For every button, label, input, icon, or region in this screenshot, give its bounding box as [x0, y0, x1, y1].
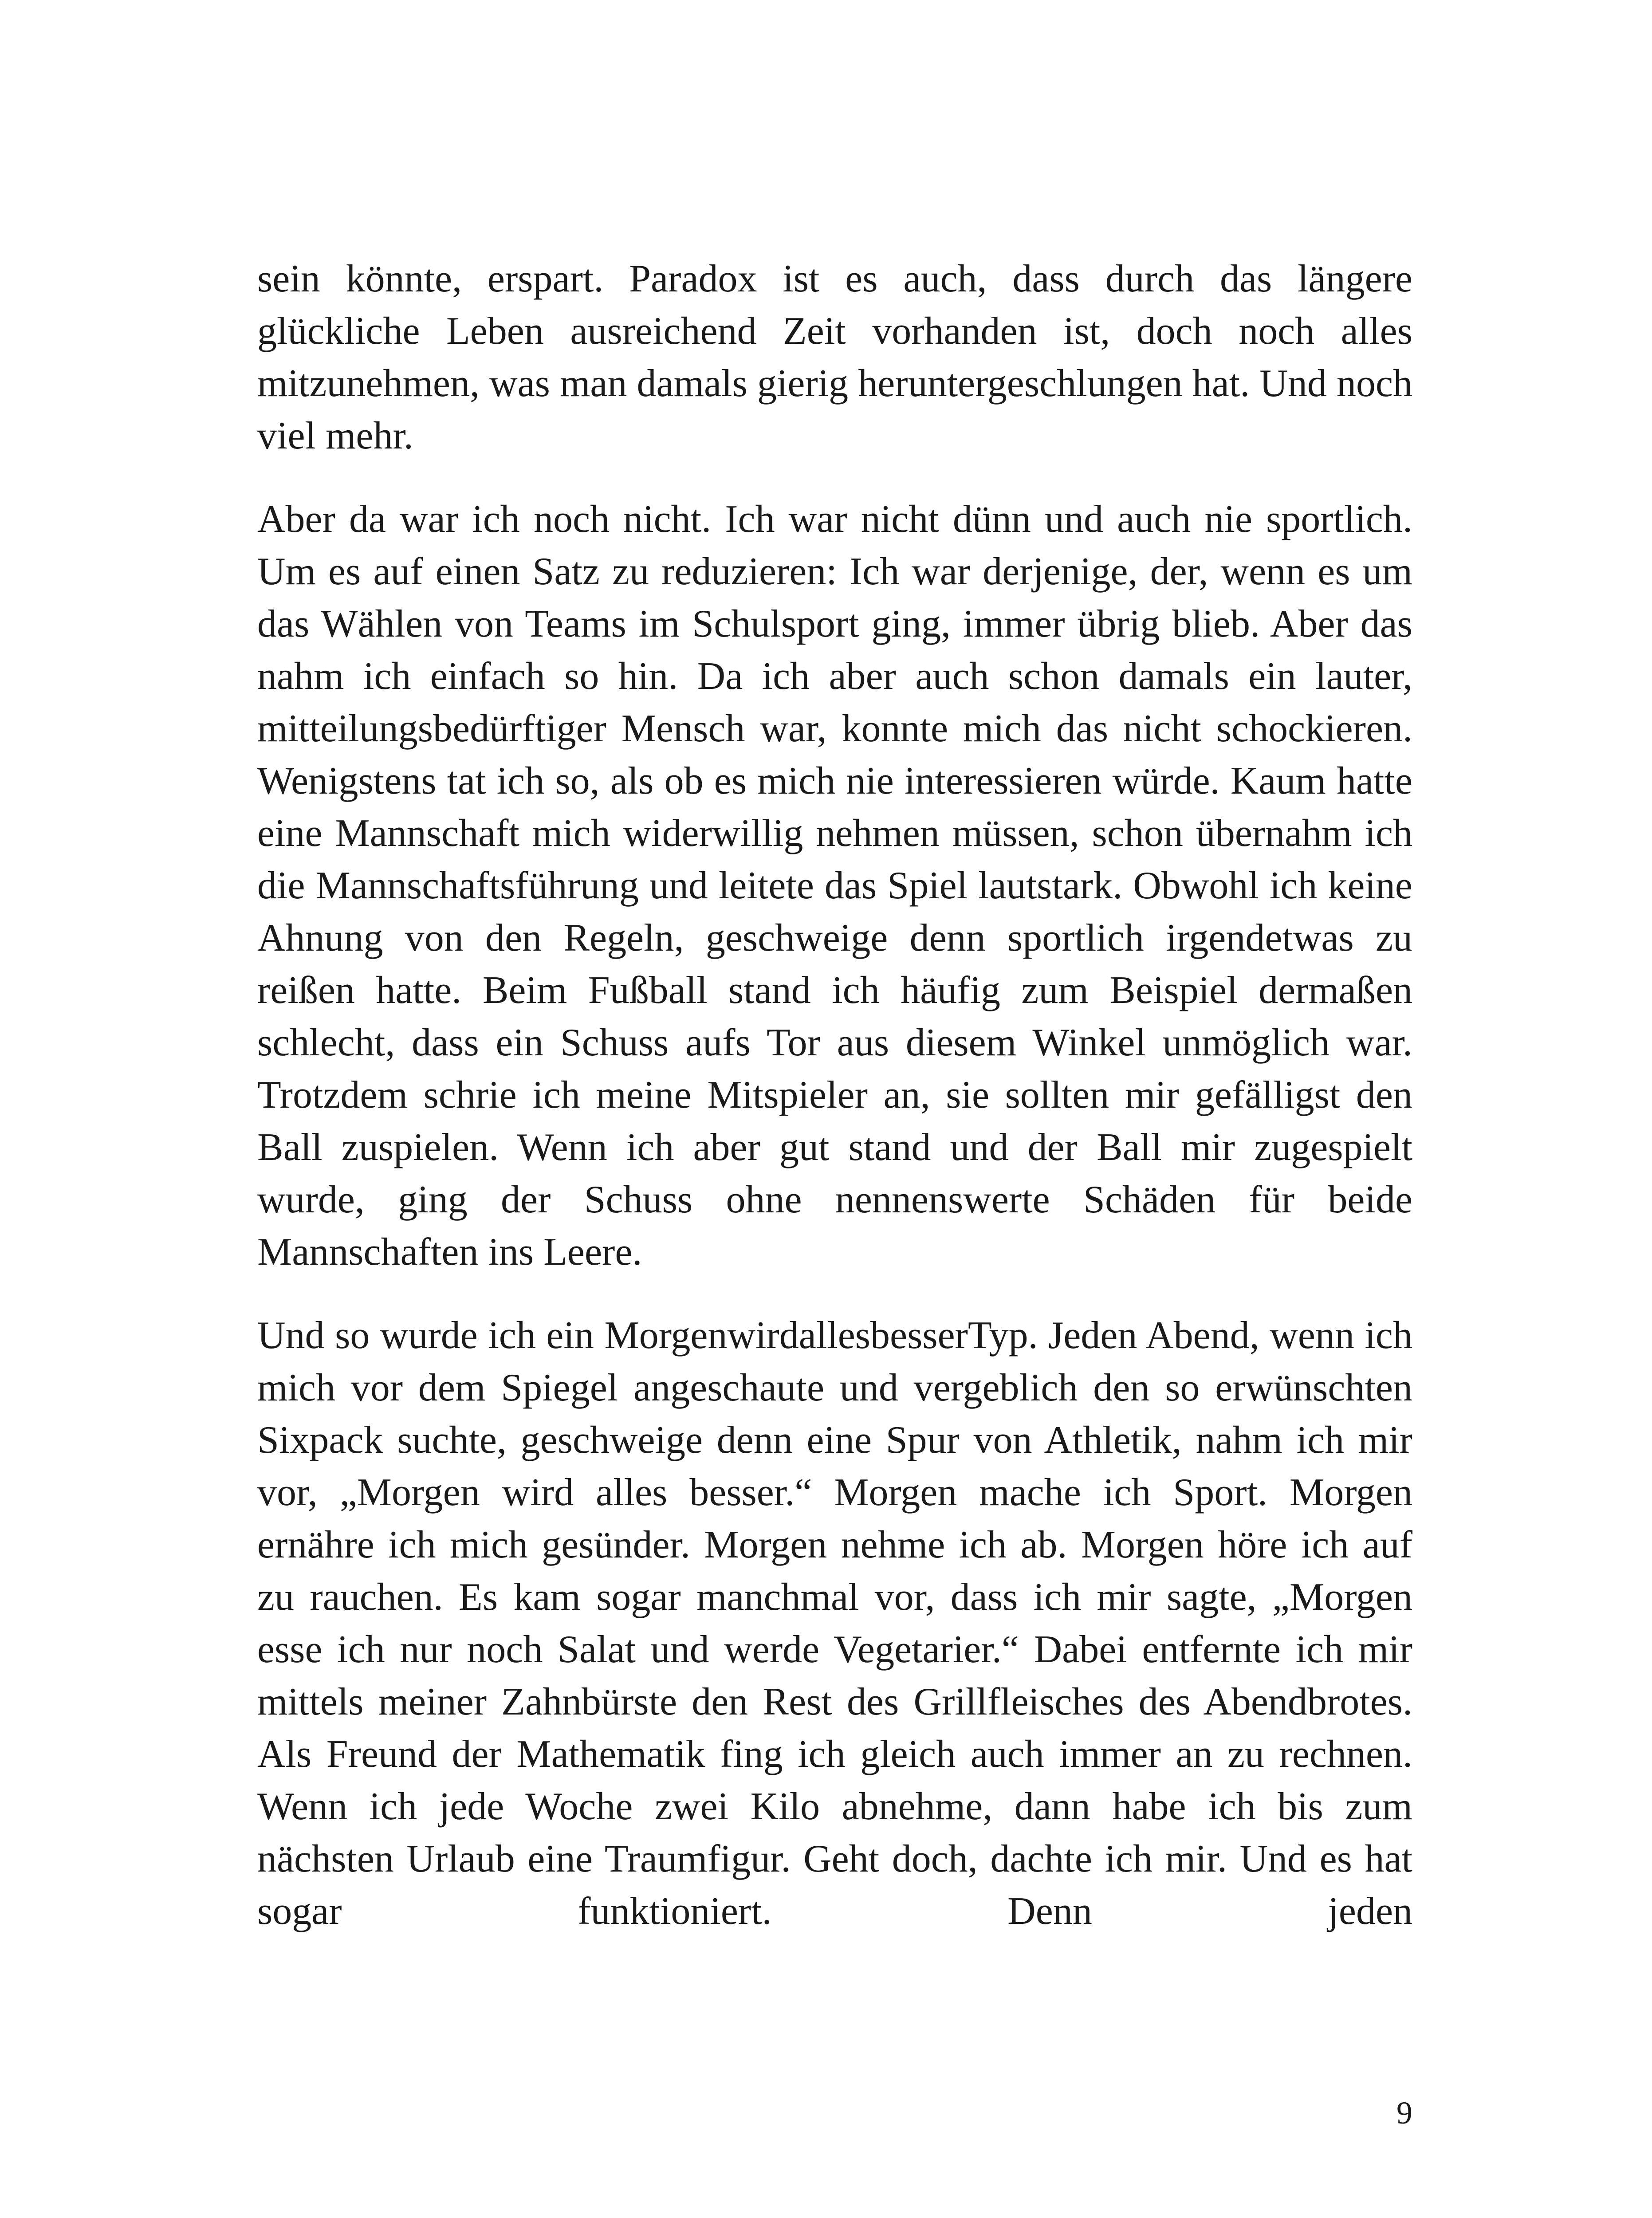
- page-number: 9: [1396, 2095, 1412, 2131]
- paragraph-2: Aber da war ich noch nicht. Ich war nicht dünn und auch nie sportlich. Um es auf einen Satz zu reduzieren: Ich war derjenige, der, wenn es um das Wählen von Teams im Schulsport ging, immer übrig blieb. Aber das nahm ich einfach so hin. Da ich aber auch schon damals ein lauter, mitteilungsbedürftiger Mensch war, konnte mich das nicht schockieren. Wenigstens tat ich so, als ob es mich nie interessieren würde. Kaum hatte eine Mannschaft mich widerwillig nehmen müssen, schon übernahm ich die Mannschaftsführung und leitete das Spiel lautstark. Obwohl ich keine Ahnung von den Regeln, geschweige denn sportlich irgendetwas zu reißen hatte. Beim Fußball stand ich häufig zum Beispiel dermaßen schlecht, dass ein Schuss aufs Tor aus diesem Winkel unmöglich war. Trotzdem schrie ich meine Mitspieler an, sie sollten mir gefälligst den Ball zuspielen. Wenn ich aber gut stand und der Ball mir zugespielt wurde, ging der Schuss ohne nennenswerte Schäden für beide Mannschaften ins Leere.: [257, 498, 1412, 1274]
- paragraph-1: sein könnte, erspart. Paradox ist es auch, dass durch das längere glückliche Leben ausreichend Zeit vorhanden ist, doch noch alles mitzunehmen, was man damals gierig heruntergeschlungen hat. Und noch viel mehr.: [257, 257, 1412, 457]
- body-text: [257, 253, 1412, 1938]
- paragraph-3: Und so wurde ich ein MorgenwirdallesbesserTyp. Jeden Abend, wenn ich mich vor dem Spiegel angeschaute und vergeblich den so erwünschten Sixpack suchte, geschweige denn eine Spur von Athletik, nahm ich mir vor, „Morgen wird alles besser.“ Morgen mache ich Sport. Morgen ernähre ich mich gesünder. Morgen nehme ich ab. Morgen höre ich auf zu rauchen. Es kam sogar manchmal vor, dass ich mir sagte, „Morgen esse ich nur noch Salat und werde Vegetarier.“ Dabei entfernte ich mir mittels meiner Zahnbürste den Rest des Grillfleisches des Abendbrotes. Als Freund der Mathematik fing ich gleich auch immer an zu rechnen. Wenn ich jede Woche zwei Kilo abnehme, dann habe ich bis zum nächsten Urlaub eine Traumfigur. Geht doch, dachte ich mir. Und es hat sogar funktioniert. Denn jeden: [257, 1314, 1412, 1933]
